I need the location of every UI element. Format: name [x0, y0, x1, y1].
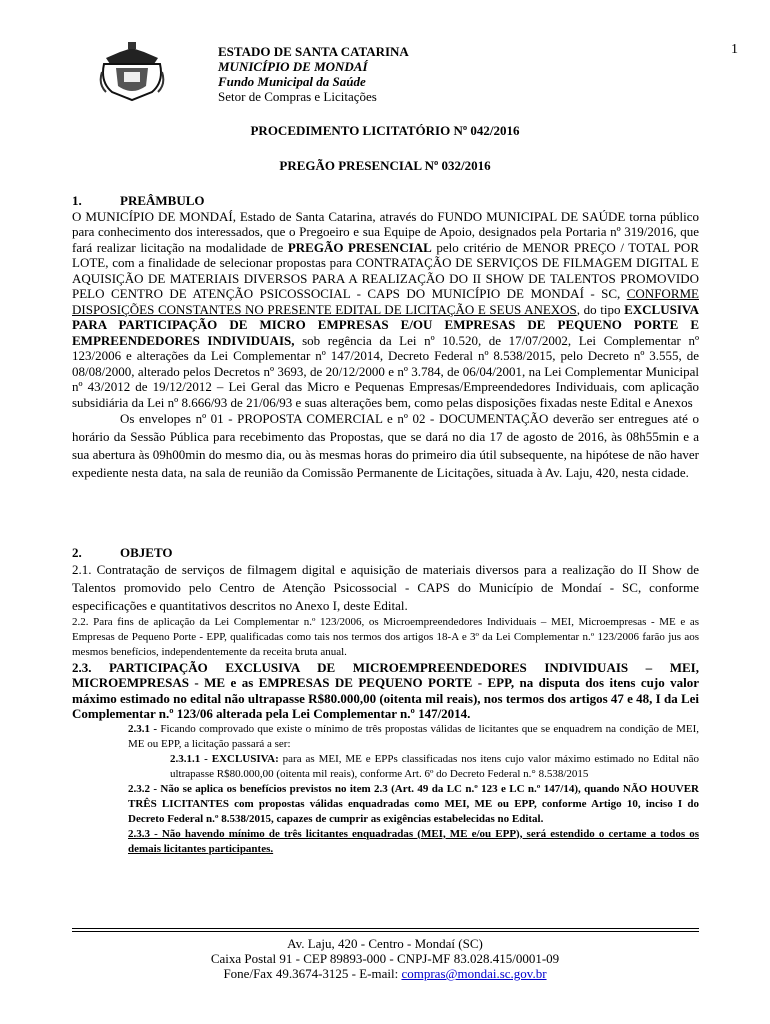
- letterhead: [218, 44, 409, 104]
- section-title: OBJETO: [120, 545, 173, 560]
- footer-divider: [72, 928, 699, 929]
- clause-2-3-3: 2.3.3 - Não havendo mínimo de três licitantes enquadradas (MEI, ME e/ou EPP), será estendido o certame a todos os demais licitantes participantes.: [128, 827, 699, 855]
- clause-2-1: 2.1. Contratação de serviços de filmagem digital e aquisição de materiais diversos para a realização do II Show de Talentos promovido pelo Centro de Atenção Psicossocial - CAPS do Município de Mondaí - SC, conforme especificações e quantitativos descritos no Anexo I, deste Edital.: [72, 561, 699, 613]
- footer-contact: Fone/Fax 49.3674-3125 - E-mail: compras@mondai.sc.gov.br: [223, 966, 547, 981]
- letterhead-sector: Setor de Compras e Licitações: [218, 89, 377, 104]
- section-heading: [72, 193, 699, 209]
- section-number: 1.: [72, 193, 82, 208]
- document-subtitle: PREGÃO PRESENCIAL Nº 032/2016: [279, 158, 491, 173]
- section-preamble: [72, 193, 699, 482]
- clause-2-2: 2.2. Para fins de aplicação da Lei Complementar n.º 123/2006, os Microempreendedores Individuais – MEI, Microempresas - ME e as Empresas de Pequeno Porte - EPP, qualificadas como tais nos termos dos artigos 18-A e 3º da Lei Complementar n.º 123/2006 farão jus aos mesmos benefícios, independentemente da receita bruta anual.: [72, 615, 699, 658]
- section-number: 2.: [72, 545, 82, 560]
- clause-2-3-1: 2.3.1 - Ficando comprovado que existe o mínimo de três propostas válidas de licitantes que se enquadrem na condição de MEI, ME ou EPP, a licitação passará a ser:: [128, 722, 699, 750]
- letterhead-municipality: MUNICÍPIO DE MONDAÍ: [218, 59, 368, 74]
- letterhead-fund: Fundo Municipal da Saúde: [218, 74, 366, 89]
- page-number: 1: [731, 42, 738, 57]
- clause-2-3: 2.3. PARTICIPAÇÃO EXCLUSIVA DE MICROEMPREENDEDORES INDIVIDUAIS – MEI, MICROEMPRESAS - ME e as EMPRESAS DE PEQUENO PORTE - EPP, na disputa dos itens cujo valor máximo estimado no edital não ultrapasse R$80.000,00 (oitenta mil reais), nos termos dos artigos 47 e 48, I da Lei Complementar n.º 123/06 alterada pela Lei Complementar n.º 147/2014.: [72, 659, 699, 721]
- email-link[interactable]: compras@mondai.sc.gov.br: [401, 966, 547, 981]
- clause-2-3-1-1: 2.3.1.1 - EXCLUSIVA: para as MEI, ME e EPPs classificadas nos itens cujo valor máximo estimado no Edital não ultrapasse R$80.000,00 (oitenta mil reais), conforme Art. 6º do Decreto Federal n.° 8.538/2015: [170, 752, 699, 780]
- footer: [0, 936, 770, 981]
- letterhead-state: ESTADO DE SANTA CATARINA: [218, 44, 409, 59]
- envelopes-paragraph: Os envelopes nº 01 - PROPOSTA COMERCIAL e nº 02 - DOCUMENTAÇÃO deverão ser entregues até o horário da Sessão Pública para recebimento das Propostas, que se dará no dia 17 de agosto de 2016, às 08h55min e a sua abertura às 09h00min do mesmo dia, ou às mesmas horas do primeiro dia útil subsequente, na hipótese de não haver expediente nesta data, na sala de reunião da Comissão Permanente de Licitações, situada à Av. Laju, 420, nesta cidade.: [72, 411, 699, 480]
- section-title: PREÂMBULO: [120, 193, 205, 208]
- section-object: [72, 545, 699, 857]
- footer-divider: [72, 931, 699, 932]
- document-title: PROCEDIMENTO LICITATÓRIO Nº 042/2016: [250, 123, 520, 138]
- footer-postal: Caixa Postal 91 - CEP 89893-000 - CNPJ-MF 83.028.415/0001-09: [210, 951, 560, 966]
- clause-2-3-2: 2.3.2 - Não se aplica os benefícios previstos no item 2.3 (Art. 49 da LC n.º 123 e LC n.º 147/14), quando NÃO HOUVER TRÊS LICITANTES com propostas válidas enquadradas como MEI, ME ou EPP, conforme Artigo 10, inciso I do Decreto Federal n.º 8.538/2015, capazes de cumprir as exigências estabelecidas no Edital.: [128, 782, 699, 825]
- footer-address: Av. Laju, 420 - Centro - Mondaí (SC): [287, 936, 483, 951]
- section-heading: [72, 545, 699, 561]
- preamble-paragraph: O MUNICÍPIO DE MONDAÍ, Estado de Santa Catarina, através do FUNDO MUNICIPAL DE SAÚDE torna público para conhecimento dos interessados, que o Pregoeiro e sua Equipe de Apoio, designados pela Portaria nº 319/2016, que fará realizar licitação na modalidade de PREGÃO PRESENCIAL pelo critério de MENOR PREÇO / TOTAL POR LOTE, com a finalidade de selecionar propostas para CONTRATAÇÃO DE SERVIÇOS DE FILMAGEM DIGITAL E AQUISIÇÃO DE MATERIAIS DIVERSOS PARA A REALIZAÇÃO DO II SHOW DE TALENTOS PROMOVIDO PELO CENTRO DE ATENÇÃO PSICOSSOCIAL - CAPS DO MUNICÍPIO DE MONDAÍ - SC, CONFORME DISPOSIÇÕES CONSTANTES NO PRESENTE EDITAL DE LICITAÇÃO E SEUS ANEXOS, do tipo EXCLUSIVA PARA PARTICIPAÇÃO DE MICRO EMPRESAS E/OU EMPRESAS DE PEQUENO PORTE E EMPREENDEDORES INDIVIDUAIS, sob regência da Lei nº 10.520, de 17/07/2002, Lei Complementar nº 123/2006 e alterações da Lei Complementar nº 147/2014, Decreto Federal nº 8.538/2015, pelo Decreto nº 3.555, de 08/08/2000, alterado pelos Decretos nº 3693, de 20/12/2000 e nº 3.784, de 06/04/2001, na Lei Complementar Municipal nº 43/2012 de 19/12/2012 – Lei Geral das Micro e Pequenas Empresas/Empreendedores Individuais, com aplicação subsidiária da Lei nº 8.666/93 de 21/06/93 e suas alterações bem, como pelas disposições fixadas neste Edital e Anexos: [72, 208, 699, 410]
- municipal-coat-of-arms-icon: [98, 42, 166, 102]
